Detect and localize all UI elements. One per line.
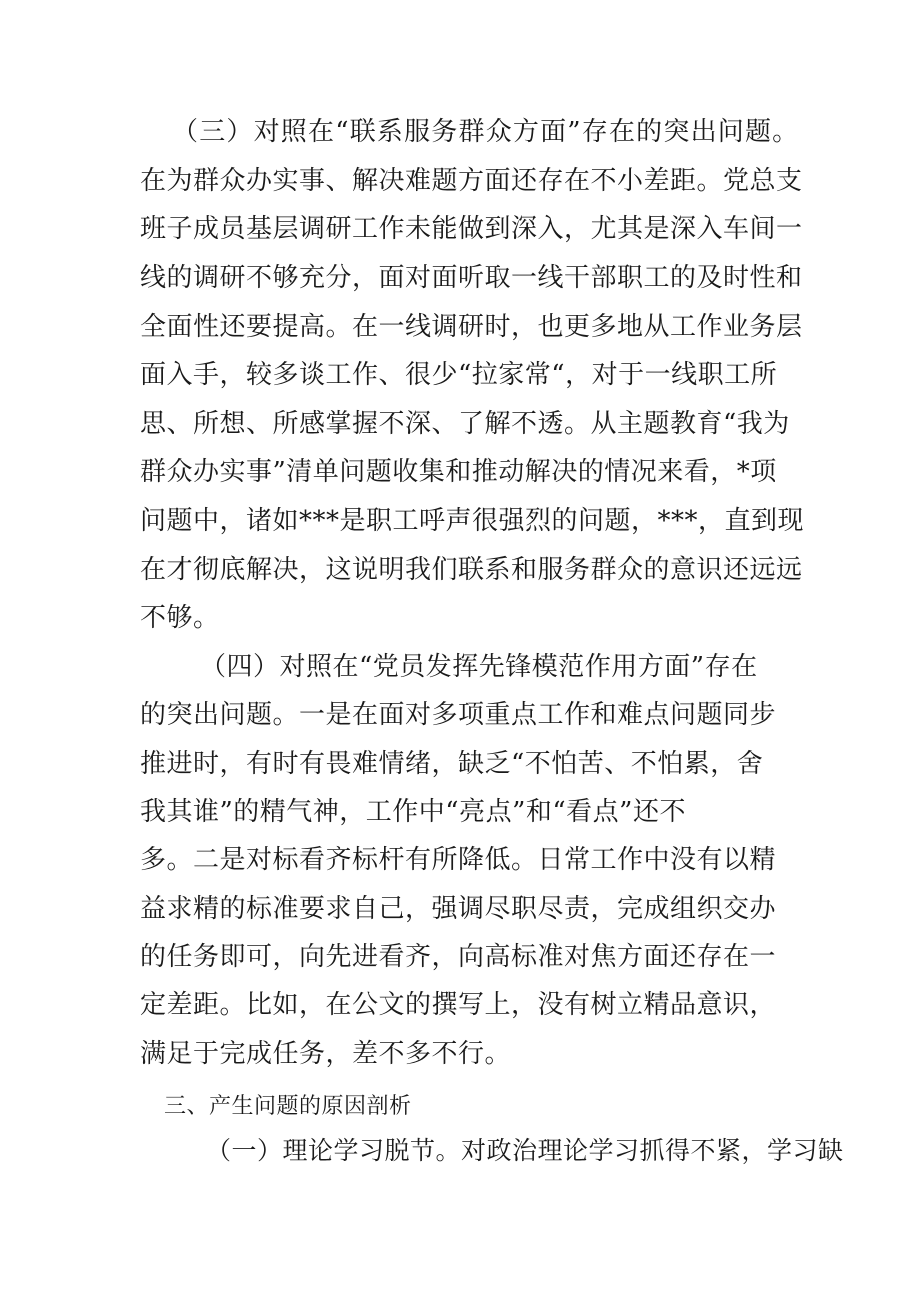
section-heading: 三、产生问题的原因剖析 — [164, 1094, 412, 1119]
paragraph-line: 班子成员基层调研工作未能做到深入，尤其是深入车间一 — [140, 214, 803, 244]
paragraph-line: （一）理论学习脱节。对政治理论学习抓得不紧，学习缺 — [206, 1136, 844, 1165]
paragraph-line: 不够。 — [140, 603, 220, 633]
paragraph-line: 的突出问题。一是在面对多项重点工作和难点问题同步 — [140, 700, 777, 730]
paragraph-line: 在才彻底解决，这说明我们联系和服务群众的意识还远远 — [140, 555, 803, 585]
paragraph-line: 全面性还要提高。在一线调研时，也更多地从工作业务层 — [140, 312, 803, 342]
paragraph-line: 定差距。比如，在公文的撰写上，没有树立精品意识， — [140, 990, 777, 1020]
paragraph-line: （三）对照在“联系服务群众方面”存在的突出问题。 — [172, 117, 800, 147]
paragraph-line: 推进时，有时有畏难情绪，缺乏“不怕苦、不怕累，舍 — [140, 749, 764, 779]
paragraph-line: 益求精的标准要求自己，强调尽职尽责，完成组织交办 — [140, 894, 777, 924]
paragraph-line: （四）对照在“党员发挥先锋模范作用方面”存在 — [200, 652, 758, 682]
paragraph-line: 多。二是对标看齐标杆有所降低。日常工作中没有以精 — [140, 845, 777, 875]
paragraph-line: 群众办实事”清单问题收集和推动解决的情况来看，*项 — [140, 457, 777, 487]
paragraph-line: 我其谁”的精气神，工作中“亮点”和“看点”还不 — [140, 797, 686, 827]
paragraph-line: 思、所想、所感掌握不深、了解不透。从主题教育“我为 — [140, 409, 790, 439]
paragraph-line: 线的调研不够充分，面对面听取一线干部职工的及时性和 — [140, 263, 803, 293]
paragraph-line: 问题中，诸如***是职工呼声很强烈的问题，***，直到现 — [140, 506, 805, 536]
paragraph-line: 在为群众办实事、解决难题方面还存在不小差距。党总支 — [140, 166, 803, 196]
paragraph-line: 满足于完成任务，差不多不行。 — [140, 1039, 512, 1069]
paragraph-line: 的任务即可，向先进看齐，向高标准对焦方面还存在一 — [140, 942, 777, 972]
paragraph-line: 面入手，较多谈工作、很少“拉家常“，对于一线职工所 — [140, 360, 778, 390]
